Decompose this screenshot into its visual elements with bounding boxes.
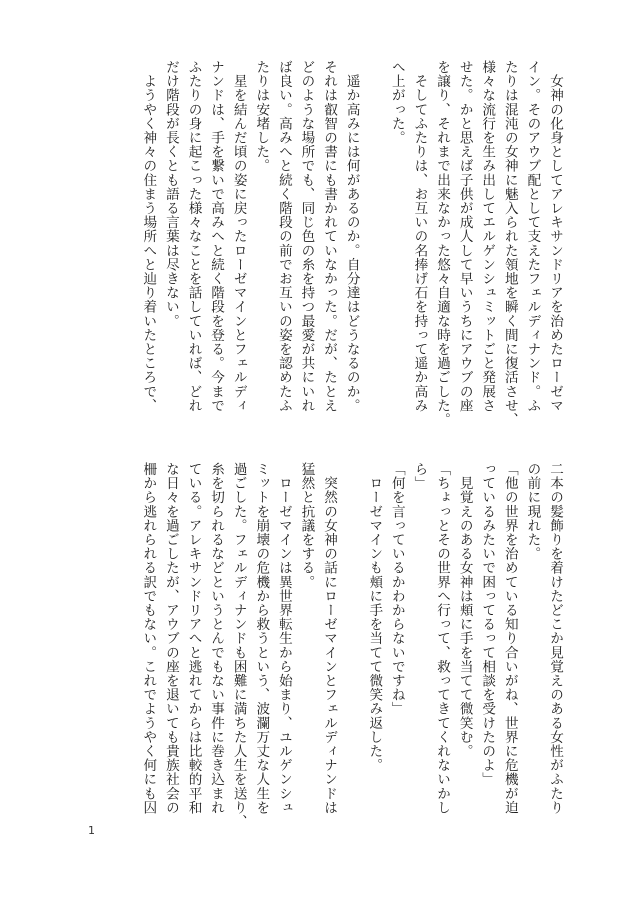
text-column: だけ階段が長くとも語る言葉は尽きない。 <box>162 60 179 328</box>
text-column: ら」 <box>411 462 428 491</box>
text-column: そしてふたりは、お互いの名捧げ石を持って遥か高み <box>411 60 428 413</box>
text-column <box>340 462 363 852</box>
text-column: 柵から逃れられる訳でもない。これでようやく何にも囚 <box>140 462 157 815</box>
text-column: ミットを崩壊の危機から救うという、波瀾万丈な人生を <box>253 462 270 815</box>
text-column: の前に現れた。 <box>524 462 541 561</box>
text-column: ローゼマインは異世界転生から始まり、ユルゲンシュ <box>275 462 292 815</box>
top-text-block <box>137 60 566 440</box>
text-column: っているみたいで困ってるって相談を受けたのよ」 <box>479 462 496 787</box>
text-column: ナンドは、手を繋いで高みへと続く階段を登る。今まで <box>208 60 225 413</box>
text-column: 「他の世界を治めている知り合いがね、世界に危機が迫 <box>501 462 518 815</box>
text-column: ている。アレキサンドリアへと逃れてからは比較的平和 <box>185 462 202 815</box>
text-column: イン。そのアウブ配として支えたフェルディナンド。ふ <box>524 60 541 413</box>
text-column: を譲り、それまで出来なかった悠々自適な時を過ごした。 <box>434 60 451 427</box>
text-column: 突然の女神の話にローゼマインとフェルディナンドは <box>321 462 338 815</box>
text-column: 見覚えのある女神は頬に手を当てて微笑む。 <box>456 462 473 759</box>
text-column: 遥か高みには何があるのか。自分達はどうなるのか。 <box>343 60 360 413</box>
text-column: ば良い。高みへと続く階段の前でお互いの姿を認めたふ <box>275 60 292 413</box>
text-column: 「ちょっとその世界へ行って、救ってきてくれないかし <box>434 462 451 815</box>
text-column: どのような場所でも、同じ色の糸を持つ最愛が共にいれ <box>298 60 315 413</box>
text-column: な日々を過ごしたが、アウブの座を退いても貴族社会の <box>162 462 179 815</box>
text-column: 糸を切られるなどというとんでもない事件に巻き込まれ <box>208 462 225 815</box>
text-column: 女神の化身としてアレキサンドリアを治めたローゼマ <box>547 60 563 413</box>
text-column: せた。かと思えば子供が成人して早いうちにアウブの座 <box>456 60 473 413</box>
text-column: たりは安堵した。 <box>253 60 270 173</box>
text-column: ローゼマインも頬に手を当てて微笑み返した。 <box>366 462 383 773</box>
text-column <box>363 60 386 440</box>
bottom-text-block <box>137 462 566 852</box>
text-column: 猛然と抗議をする。 <box>298 462 315 589</box>
text-column: 様々な流行を生み出してエルゲンシュミットごと発展さ <box>479 60 496 413</box>
text-column: 星を結んだ頃の姿に戻ったローゼマインとフェルディ <box>230 60 247 413</box>
text-column: それは叡智の書にも書かれていなかった。だが、たとえ <box>321 60 338 413</box>
text-column: ふたりの身に起こった様々なことを話していれば、どれ <box>185 60 202 413</box>
text-column: 過ごした。フェルディナンドも困難に満ちた人生を送り、 <box>230 462 247 829</box>
text-column: たりは混沌の女神に魅入られた領地を瞬く間に復活させ、 <box>501 60 518 427</box>
text-column: 二本の髪飾りを着けたどこか見覚えのある女性がふたり <box>547 462 563 815</box>
text-column: へ上がった。 <box>388 60 405 145</box>
text-column: ようやく神々の住まう場所へと辿り着いたところで、 <box>140 60 157 413</box>
page-number: 1 <box>88 824 95 837</box>
text-column: 「何を言っているかわからないですね」 <box>388 462 405 716</box>
